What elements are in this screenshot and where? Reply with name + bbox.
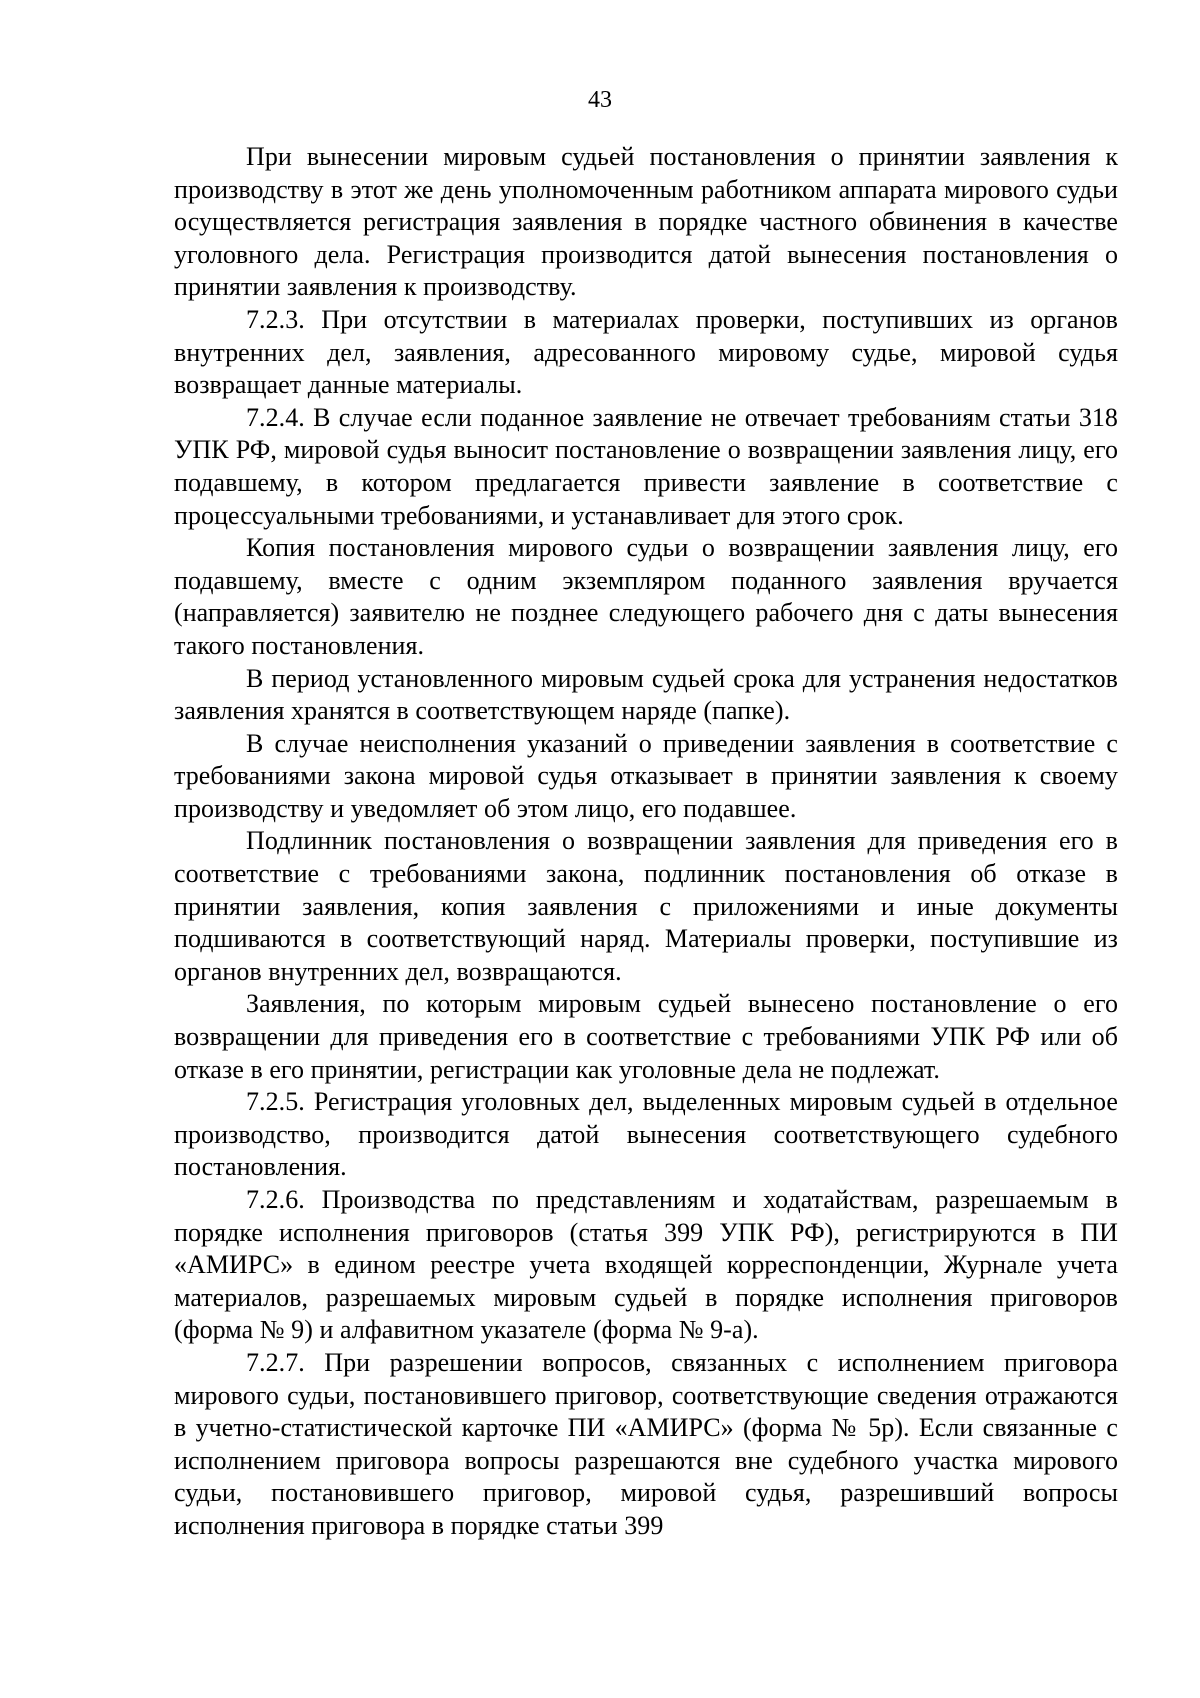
document-body bbox=[174, 141, 1118, 1543]
paragraph-non-compliance: В случае неисполнения указаний о приведении заявления в соответствие с требованиями закона мировой судья отказывает в принятии заявления к своему производству и уведомляет об этом лицо, его подавшее. bbox=[174, 728, 1118, 823]
paragraph-storage-period: В период установленного мировым судьей срока для устранения недостатков заявления хранятся в соответствующем наряде (папке). bbox=[174, 663, 1118, 726]
paragraph-registration: При вынесении мировым судьей постановления о принятии заявления к производству в этот же день уполномоченным работником аппарата мирового судьи осуществляется регистрация заявления в порядке частного обвинения в качестве уголовного дела. Регистрация производится датой вынесения постановления о принятии заявления к производству. bbox=[174, 142, 1118, 302]
page-number: 43 bbox=[588, 87, 612, 113]
paragraph-7-2-6: 7.2.6. Производства по представлениям и ходатайствам, разрешаемым в порядке исполнения приговоров (статья 399 УПК РФ), регистрируются в ПИ «АМИРС» в едином реестре учета входящей корреспонденции, Журнале учета материалов, разрешаемых мировым судьей в порядке исполнения приговоров (форма № 9) и алфавитном указателе (форма № 9-а). bbox=[174, 1185, 1118, 1345]
paragraph-original-resolution: Подлинник постановления о возвращении заявления для приведения его в соответствие с требованиями закона, подлинник постановления об отказе в принятии заявления, копия заявления с приложениями и иные документы подшиваются в соответствующий наряд. Материалы проверки, поступившие из органов внутренних дел, возвращаются. bbox=[174, 826, 1118, 986]
paragraph-copy-of-resolution: Копия постановления мирового судьи о возвращении заявления лицу, его подавшему, вместе с одним экземпляром поданного заявления вручается (направляется) заявителю не позднее следующего рабочего дня с даты вынесения такого постановления. bbox=[174, 533, 1118, 660]
paragraph-7-2-7: 7.2.7. При разрешении вопросов, связанных с исполнением приговора мирового судьи, постановившего приговор, соответствующие сведения отражаются в учетно-статистической карточке ПИ «АМИРС» (форма № 5р). Если связанные с исполнением приговора вопросы разрешаются вне судебного участка мирового судьи, постановившего приговор, мировой судья, разрешивший вопросы исполнения приговора в порядке статьи 399 bbox=[174, 1347, 1118, 1540]
paragraph-7-2-4: 7.2.4. В случае если поданное заявление не отвечает требованиям статьи 318 УПК РФ, мировой судья выносит постановление о возвращении заявления лицу, его подавшему, в котором предлагается привести заявление в соответствие с процессуальными требованиями, и устанавливает для этого срок. bbox=[174, 402, 1118, 530]
paragraph-7-2-3: 7.2.3. При отсутствии в материалах проверки, поступивших из органов внутренних дел, заявления, адресованного мировому судье, мировой судья возвращает данные материалы. bbox=[174, 304, 1118, 400]
paragraph-7-2-5: 7.2.5. Регистрация уголовных дел, выделенных мировым судьей в отдельное производство, производится датой вынесения соответствующего судебного постановления. bbox=[174, 1087, 1118, 1182]
paragraph-not-registered: Заявления, по которым мировым судьей вынесено постановление о его возвращении для приведения его в соответствие с требованиями УПК РФ или об отказе в его принятии, регистрации как уголовные дела не подлежат. bbox=[174, 989, 1118, 1084]
